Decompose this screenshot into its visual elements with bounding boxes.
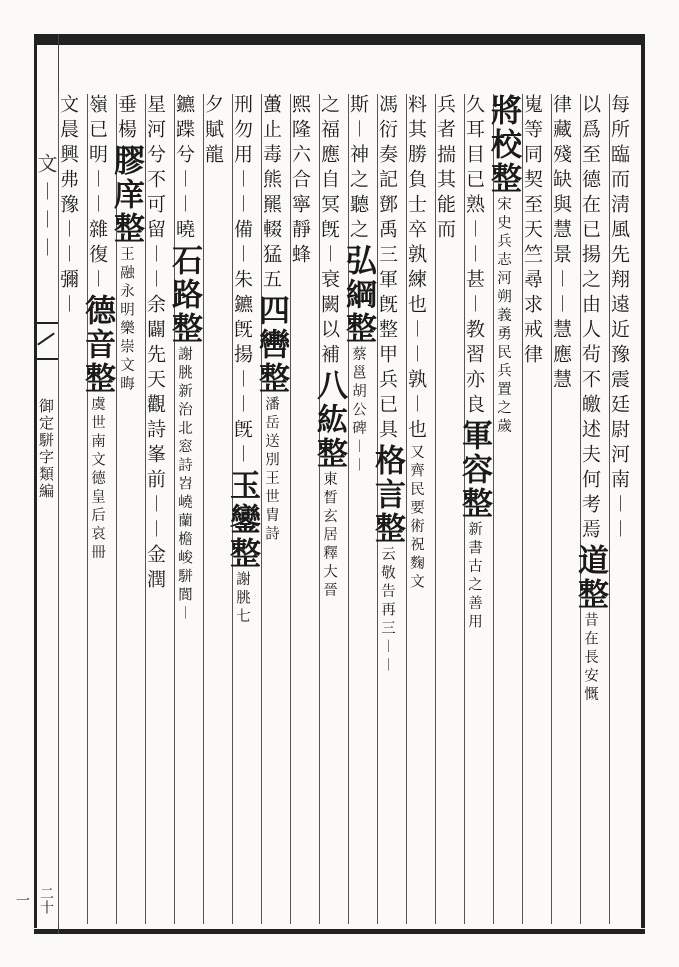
text-column: 蠆止毒熊羆輟猛五四轡整潘岳送別王世胄詩	[261, 94, 291, 924]
entry-head: 道	[572, 544, 608, 578]
bottom-rule	[34, 929, 645, 934]
entry-head-char: 整	[572, 578, 608, 612]
text-column: 熙隆六合寧靜蜂	[290, 94, 320, 924]
book-title: 御定駢字類編	[37, 398, 55, 500]
entry-head: 四轡	[253, 294, 289, 362]
entry-head: 八紘	[311, 369, 347, 437]
entry-head: 將校	[485, 94, 521, 162]
text-column: 文晨興弗豫︱︱彌︱	[58, 94, 88, 924]
entry-head: 格言	[369, 444, 405, 512]
text-column: 兵者揣其能而	[435, 94, 465, 924]
text-column: 刑勿用︱︱備︱朱鑣旣揚︱︱旣︱玉鑾整謝朓七	[232, 94, 262, 924]
text-column: 斯︱神之聽之弘綱整蔡邕胡公碑︱︱	[348, 94, 378, 924]
text-column: 久耳目已熟︱︱甚︱教習亦良軍容整新書古之善用	[464, 94, 494, 924]
text-column: 之福應自冥旣︱衰闕以補八紘整東晳玄居釋大晉	[319, 94, 349, 924]
page-number: 二十一	[14, 886, 54, 914]
text-column: 嶺已明︱︱雜復︱德音整虞世南文德皇后哀冊	[87, 94, 117, 924]
text-column: 律藏殘缺與慧景︱︱慧應慧	[551, 94, 581, 924]
margin-marks: 文︱︱︱	[34, 153, 58, 265]
text-column: 將校整宋史兵志河朔義勇民兵置之歲	[493, 94, 523, 924]
text-column: 嵬等同契至天竺尋求戒律	[522, 94, 552, 924]
entry-head: 石路	[166, 244, 202, 312]
text-column: 垂楊膠庠整王融永明樂崇文晦	[116, 94, 146, 924]
text-column: 每所臨而淸風先翔遠近豫震廷尉河南︱︱	[609, 94, 639, 924]
text-column: 夕賦龍	[203, 94, 233, 924]
entry-head: 弘綱	[340, 244, 376, 312]
fishtail-ornament	[34, 322, 58, 360]
entry-head: 德音	[79, 294, 115, 362]
entry-head: 膠庠	[108, 144, 144, 212]
page-frame	[14, 34, 645, 934]
text-column: 鑣蹀兮︱︱曉石路整謝朓新治北窓詩岧嶢蘭檐峻駢閬︱	[174, 94, 204, 924]
text-column: 料其勝負士卒孰練也︱︱孰︱也又齊民要術祝麴文	[406, 94, 436, 924]
text-column: 以爲至德在已揚之由人茍不皦述夫何考焉道整昔在長安慨	[580, 94, 610, 924]
entry-head: 軍容	[456, 419, 492, 487]
text-column: 星河兮不可留︱︱余闢先天觀詩峯前︱︱金潤	[145, 94, 175, 924]
text-column: 馮衍奏記鄧禹三軍旣整甲兵已具格言整云敬告再三︱︱	[377, 94, 407, 924]
top-rule	[34, 34, 645, 45]
entry-head: 玉鑾	[224, 469, 260, 537]
